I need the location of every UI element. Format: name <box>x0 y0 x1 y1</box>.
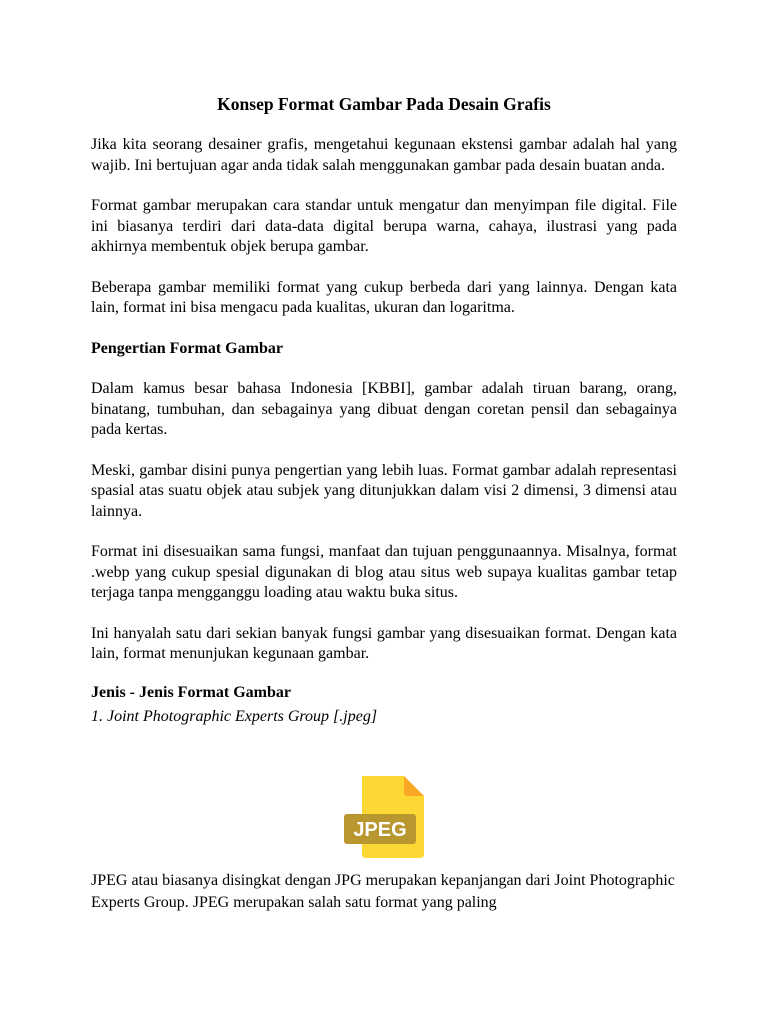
section1-paragraph-2: Meski, gambar disini punya pengertian yang lebih luas. Format gambar adalah representasi spasial atas suatu objek atau subjek yang ditunjukkan dalam visi 2 dimensi, 3 dimensi atau lainnya. <box>91 461 677 520</box>
intro-paragraph-1: Jika kita seorang desainer grafis, mengetahui kegunaan ekstensi gambar adalah hal yang wajib. Ini bertujuan agar anda tidak salah menggunakan gambar pada desain buatan anda. <box>91 136 677 174</box>
jpeg-file-icon <box>344 774 426 860</box>
document-title: Konsep Format Gambar Pada Desain Grafis <box>217 94 551 114</box>
jpeg-icon-label: JPEG <box>353 819 407 841</box>
section1-paragraph-4: Ini hanyalah satu dari sekian banyak fungsi gambar yang disesuaikan format. Dengan kata lain, format menunjukan kegunaan gambar. <box>91 624 677 662</box>
tail-paragraph: JPEG atau biasanya disingkat dengan JPG merupakan kepanjangan dari Joint Photographic Experts Group. JPEG merupakan salah satu format yang paling <box>91 872 675 911</box>
intro-paragraph-3: Beberapa gambar memiliki format yang cukup berbeda dari yang lainnya. Dengan kata lain, format ini bisa mengacu pada kualitas, ukuran dan logaritma. <box>91 278 677 316</box>
section-heading-jenis: Jenis - Jenis Format Gambar <box>91 683 291 701</box>
list-item-jpeg: 1. Joint Photographic Experts Group [.jpeg] <box>91 708 378 725</box>
section-heading-pengertian: Pengertian Format Gambar <box>91 339 283 357</box>
section1-paragraph-3: Format ini disesuaikan sama fungsi, manfaat dan tujuan penggunaannya. Misalnya, format .webp yang cukup spesial digunakan di blog atau situs web supaya kualitas gambar tetap terjaga tanpa mengganggu loading atau waktu buka situs. <box>91 543 677 601</box>
section1-paragraph-1: Dalam kamus besar bahasa Indonesia [KBBI], gambar adalah tiruan barang, orang, binatang, tumbuhan, dan sebagainya yang dibuat dengan coretan pensil dan sebagainya pada kertas. <box>91 380 677 438</box>
intro-paragraph-2: Format gambar merupakan cara standar untuk mengatur dan menyimpan file digital. File ini biasanya terdiri dari data-data digital berupa warna, cahaya, ilustrasi yang pada akhirnya membentuk objek berupa gambar. <box>91 197 677 255</box>
document-page <box>91 94 677 728</box>
